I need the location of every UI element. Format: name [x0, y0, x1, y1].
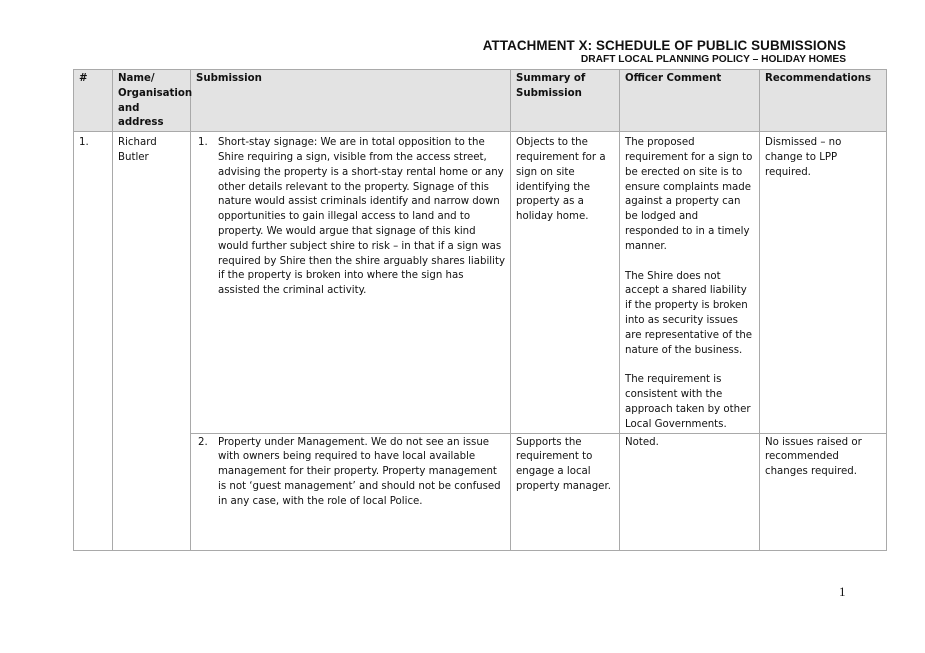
summary-cell: Supports the requirement to engage a local property manager. — [511, 433, 620, 550]
table-row — [74, 132, 887, 433]
col-header-recommendations: Recommendations — [760, 70, 887, 132]
document-title: ATTACHMENT X: SCHEDULE OF PUBLIC SUBMISSIONS — [482, 38, 846, 53]
col-header-submission: Submission — [191, 70, 511, 132]
page-number: 1 — [839, 584, 846, 599]
recommendation-cell: No issues raised or recommended changes required. — [760, 433, 887, 550]
officer-comment-cell — [620, 132, 760, 433]
summary-cell: Objects to the requirement for a sign on site identifying the property as a holiday home. — [511, 132, 620, 433]
submission-item-number: 2. — [198, 436, 208, 448]
table-header-row — [74, 70, 887, 132]
col-header-officer-comment: Officer Comment — [620, 70, 760, 132]
col-header-num: # — [74, 70, 113, 132]
table-row — [74, 433, 887, 550]
officer-comment-paragraph: The requirement is consistent with the approach taken by other Local Governments. — [625, 374, 751, 430]
submission-item-number: 1. — [198, 137, 208, 149]
recommendation-cell: Dismissed – no change to LPP required. — [760, 132, 887, 433]
officer-comment-paragraph: The proposed requirement for a sign to be erected on site is to ensure complaints made against a property can be lodged and responded to in a timely manner. — [625, 137, 753, 252]
submitter-name: Richard Butler — [113, 132, 191, 550]
submissions-table — [73, 69, 887, 551]
submission-text: Short-stay signage: We are in total opposition to the Shire requiring a sign, visible from the access street, advising the property is a short-stay rental home or any other details relevant to the property. Signage of this nature would assist criminals identify and narrow down opportunities to gain illegal access to land and to property. We would argue that signage of this kind would further subject shire to risk – in that if a sign was required by Shire then the shire arguably shares liability if the property is broken into where the sign has assisted the criminal activity. — [218, 137, 505, 297]
officer-comment-paragraph: The Shire does not accept a shared liability if the property is broken into as security issues are representative of the nature of the business. — [625, 270, 753, 356]
col-header-summary: Summary of Submission — [511, 70, 620, 132]
document-subtitle: DRAFT LOCAL PLANNING POLICY – HOLIDAY HOMES — [580, 54, 846, 65]
submission-cell — [191, 132, 511, 433]
entry-number: 1. — [74, 132, 113, 550]
submission-cell — [191, 433, 511, 550]
officer-comment-cell: Noted. — [620, 433, 760, 550]
submission-text: Property under Management. We do not see an issue with owners being required to have local available management for their property. Property management is not ‘guest management’ and should not be confused in any case, with the role of local Police. — [218, 436, 501, 507]
col-header-name: Name/ Organisation and address — [113, 70, 191, 132]
